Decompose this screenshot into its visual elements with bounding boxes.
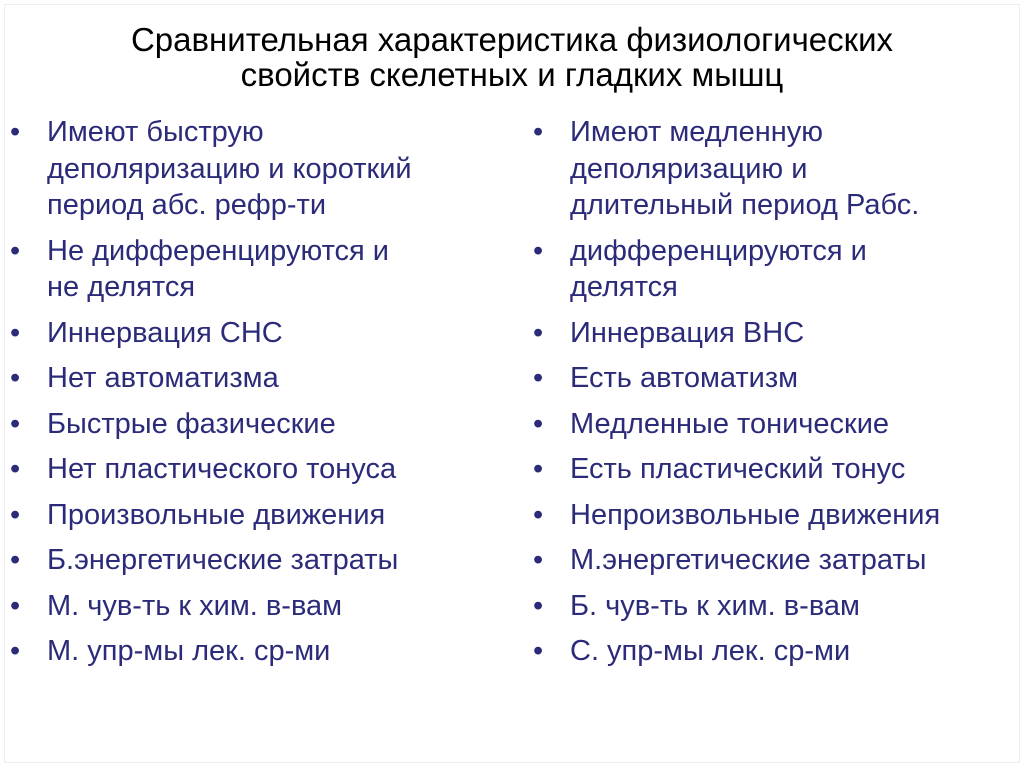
item-line: период абс. рефр-ти — [47, 189, 327, 221]
item-line: делятся — [570, 271, 678, 303]
list-item — [10, 451, 510, 488]
list-item — [533, 542, 1018, 579]
item-line: Б.энергетические затраты — [47, 544, 399, 576]
item-line: не делятся — [47, 271, 196, 303]
item-line: деполяризацию и короткий — [47, 152, 412, 185]
list-item — [10, 542, 510, 579]
slide-title — [0, 22, 1024, 92]
title-line-2: свойств скелетных и гладких мышц — [240, 56, 784, 93]
bullet-icon: • — [10, 544, 21, 576]
item-line: Непроизвольные движения — [570, 498, 941, 531]
list-item — [533, 451, 1018, 488]
item-line: М. упр-мы лек. ср-ми — [47, 635, 331, 667]
bullet-icon: • — [533, 498, 544, 531]
item-line: М.энергетические затраты — [570, 544, 927, 576]
list-item — [533, 114, 1018, 224]
bullet-icon: • — [533, 544, 544, 576]
bullet-icon: • — [533, 407, 544, 440]
item-line: С. упр-мы лек. ср-ми — [570, 635, 851, 667]
bullet-icon: • — [533, 453, 544, 485]
list-item — [533, 360, 1018, 397]
bullet-icon: • — [10, 498, 21, 531]
title-line-1: Сравнительная характеристика физиологических — [130, 21, 894, 58]
list-item — [10, 406, 510, 443]
item-line: Есть автоматизм — [570, 362, 799, 394]
item-line: Не дифференцируются и — [47, 234, 390, 267]
bullet-icon: • — [10, 362, 21, 394]
bullet-icon: • — [533, 635, 544, 667]
list-item — [533, 497, 1018, 534]
list-item — [533, 233, 1018, 306]
list-item — [533, 633, 1018, 670]
bullet-icon: • — [533, 234, 544, 267]
bullet-icon: • — [10, 589, 21, 622]
bullet-icon: • — [533, 589, 544, 622]
item-line: Имеют медленную — [570, 116, 824, 148]
list-item — [10, 588, 510, 625]
bullet-icon: • — [533, 316, 544, 349]
bullet-icon: • — [533, 362, 544, 394]
skeletal-muscle-list — [10, 114, 510, 679]
list-item — [10, 233, 510, 306]
bullet-icon: • — [10, 316, 21, 349]
item-line: Иннервация СНС — [47, 316, 283, 349]
item-line: Быстрые фазические — [47, 407, 336, 440]
item-line: длительный период Рабс. — [570, 189, 920, 221]
item-line: Нет пластического тонуса — [47, 453, 397, 485]
list-item — [10, 114, 510, 224]
bullet-icon: • — [10, 234, 21, 267]
list-item — [10, 497, 510, 534]
bullet-icon: • — [10, 453, 21, 485]
smooth-muscle-list — [533, 114, 1018, 679]
bullet-icon: • — [10, 635, 21, 667]
item-line: дифференцируются и — [570, 234, 867, 267]
bullet-icon: • — [10, 407, 21, 440]
item-line: Медленные тонические — [570, 407, 890, 440]
list-item — [10, 360, 510, 397]
item-line: Нет автоматизма — [47, 362, 279, 394]
bullet-icon: • — [533, 116, 544, 148]
item-line: Произвольные движения — [47, 498, 386, 531]
list-item — [533, 588, 1018, 625]
item-line: Б. чув-ть к хим. в-вам — [570, 589, 860, 622]
item-line: Есть пластический тонус — [570, 453, 906, 485]
list-item — [10, 633, 510, 670]
item-line: Иннервация ВНС — [570, 316, 805, 349]
bullet-icon: • — [10, 116, 21, 148]
list-item — [533, 406, 1018, 443]
list-item — [533, 315, 1018, 352]
list-item — [10, 315, 510, 352]
item-line: Имеют быструю — [47, 116, 264, 148]
item-line: деполяризацию и — [570, 152, 808, 185]
item-line: М. чув-ть к хим. в-вам — [47, 589, 343, 622]
